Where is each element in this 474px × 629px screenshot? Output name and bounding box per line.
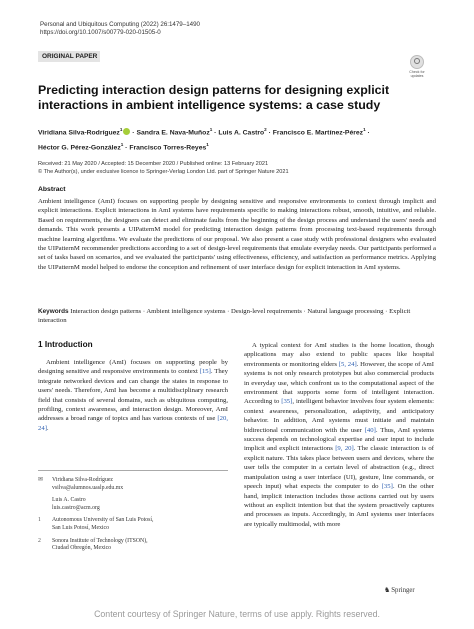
- corresponding-author: [38, 497, 228, 512]
- paragraph: A typical context for AmI studies is the home location, though applications may also extend to public spaces like hospital environments or monitoring elders [5, 24]. However, the scope of AmI systems is not only research prototypes but also commercial products in everyday use, which confront us to the computational aspect of the environment that supports some form of intelligent interaction. According to [35], intelligent behavior involves four system elements: context awareness, personalization, adaptivity, and anticipatory behavior. In addition, AmI systems must initiate and maintain bidirectional communication with the user [40]. Thus, AmI systems success depends on technological expertise and user input to include implicit and explicit interactions [9, 20]. The classic interaction is of explicit nature. This takes place between users and devices, where the user tells the computer in a certain level of abstraction (e.g., direct manipulation using a user interface (UI), gesture, line commands, or speech input) what expects the computer to do [35]. On the other hand, implicit interaction includes those actions carried out by users without an explicit intention but that the system proactively captures and processes as inputs. Accordingly, in AmI systems user interfaces are typically multimodal, with more: [244, 342, 434, 528]
- affiliation: [38, 538, 228, 553]
- email-link[interactable]: luis.castro@acm.org: [52, 504, 100, 511]
- publisher-logo: [384, 586, 415, 594]
- keywords-text: Interaction design patterns · Ambient intelligence systems · Design-level requirements · Natural language processing · Explicit interaction: [38, 308, 411, 325]
- affiliation-mark: 1: [209, 127, 213, 132]
- author-name[interactable]: Héctor G. Pérez-González: [38, 144, 121, 152]
- copyright-line: © The Author(s), under exclusive licence to Springer-Verlag London Ltd. part of Springer Nature 2021: [38, 169, 289, 176]
- paper-title: [38, 83, 418, 112]
- affiliation-line: San Luis Potosí, Mexico: [52, 524, 110, 531]
- section-heading: 1 Introduction: [38, 340, 93, 349]
- author-name: Viridiana Silva-Rodríguez: [52, 477, 113, 483]
- citation-link[interactable]: [5, 24]: [338, 360, 357, 368]
- affiliation-line: Autonomous University of San Luis Potosí,: [52, 517, 154, 524]
- citation-link[interactable]: [9, 20]: [335, 445, 354, 453]
- courtesy-notice: Content courtesy of Springer Nature, terms of use apply. Rights reserved.: [94, 609, 380, 619]
- publisher-name: Springer: [391, 587, 415, 594]
- citation-link[interactable]: [35]: [281, 398, 293, 406]
- envelope-icon: ✉: [38, 477, 43, 483]
- affiliation-number: 1: [38, 517, 41, 524]
- affiliation: [38, 517, 228, 532]
- author-name[interactable]: Sandra E. Nava-Muñoz: [136, 129, 210, 137]
- check-for-updates-button[interactable]: [404, 55, 430, 77]
- author-line: Viridiana Silva-Rodríguez$^1$ · Sandra E. Nava-Muñoz$^1$ · Luis A. Castro$^2$ · Francisco E. Martínez-Pérez$^1$ ·: [38, 127, 370, 137]
- citation-link[interactable]: [20, 24]: [38, 415, 228, 432]
- check-updates-icon: [410, 55, 424, 69]
- affiliation-mark: 1: [119, 127, 123, 132]
- doi-link[interactable]: https://doi.org/10.1007/s00779-020-01505-0: [40, 29, 161, 36]
- keywords: [38, 307, 436, 326]
- author-name[interactable]: Luis A. Castro: [218, 129, 265, 137]
- affiliation-mark: 1: [120, 141, 124, 147]
- citation-link[interactable]: [35]: [381, 483, 393, 491]
- author-list: [38, 124, 438, 154]
- title-line: Predicting interaction design patterns for designing explicit: [38, 83, 390, 97]
- corresponding-author: [38, 477, 228, 492]
- citation-link[interactable]: [40]: [364, 426, 376, 434]
- affiliation-mark: 2: [264, 127, 267, 132]
- footnotes: [38, 470, 228, 558]
- check-updates-label: Check for updates: [409, 70, 425, 78]
- history-line: Received: 21 May 2020 / Accepted: 15 December 2020 / Published online: 13 February 2021: [38, 161, 269, 167]
- paragraph: Ambient intelligence (AmI) focuses on supporting people by designing sensitive and responsive environments to context [15]. They integrate networked devices and can change the states in response to users' needs. Therefore, AmI has become a multidisciplinary research field that consists of several domains, such as ubiquitous computing, profiling, context awareness, and interaction design. Moreover, AmI addresses a broad range of topics and has various contexts of use [20, 24].: [38, 359, 228, 432]
- springer-horse-icon: ♞: [384, 586, 391, 594]
- journal-header: [40, 21, 200, 37]
- citation-link[interactable]: [15]: [199, 368, 211, 376]
- abstract-text: Ambient intelligence (AmI) focuses on supporting people by designing sensitive and responsive environments to context through implicit and explicit interactions. Explicit interactions in AmI systems have requirements specific to making interactions robust, smooth, intuitive, and reliable. Based on requirements, the designers can detect and eliminate faults from the beginning of the design process and understand the users' needs and demands. This work presents a UIPatternM model for predicting interaction design patterns from processing text-based requirements through machine learning algorithms. We evaluate the predictions of our proposal. We also present a case study with professional designers who evaluated the UIPatternM recommender predictions according to a set of design-level requirements that emulate everyday needs. Our participants performed a set of tasks based on scenarios, and we evaluated the participants' using effectiveness, efficiency, and satisfaction as performance metrics. Applying the UIPatternM model helped to endorse the conception and refinement of user interface design for explicit interaction in AmI systems.: [38, 198, 436, 271]
- journal-citation: Personal and Ubiquitous Computing (2022) 26:1479–1490: [40, 21, 200, 28]
- author-name[interactable]: Viridiana Silva-Rodríguez: [38, 129, 120, 137]
- orcid-icon[interactable]: [123, 128, 130, 135]
- publication-dates: [38, 160, 438, 177]
- right-column-text: [244, 341, 434, 529]
- keywords-label: Keywords: [38, 308, 69, 315]
- affiliation-mark: 1: [206, 141, 209, 147]
- affiliation-line: Sonora Institute of Technology (ITSON),: [52, 537, 148, 544]
- author-name[interactable]: Francisco Torres-Reyes: [129, 144, 207, 152]
- article-type-badge: ORIGINAL PAPER: [38, 51, 100, 62]
- left-column-text: [38, 358, 228, 433]
- affiliation-line: Ciudad Obregón, Mexico: [52, 545, 112, 552]
- abstract-heading: Abstract: [38, 186, 66, 193]
- author-line: Héctor G. Pérez-González$^1$ · Francisco Torres-Reyes$^1$: [38, 141, 209, 152]
- title-line: interactions in ambient intelligence systems: a case study: [38, 97, 381, 112]
- author-name[interactable]: Francisco E. Martínez-Pérez: [272, 129, 364, 137]
- affiliation-mark: 1: [363, 127, 366, 132]
- author-name: Luis A. Castro: [52, 497, 86, 504]
- email-link[interactable]: vsilva@alumnos.uaslp.edu.mx: [52, 484, 124, 491]
- affiliation-number: 2: [38, 537, 41, 544]
